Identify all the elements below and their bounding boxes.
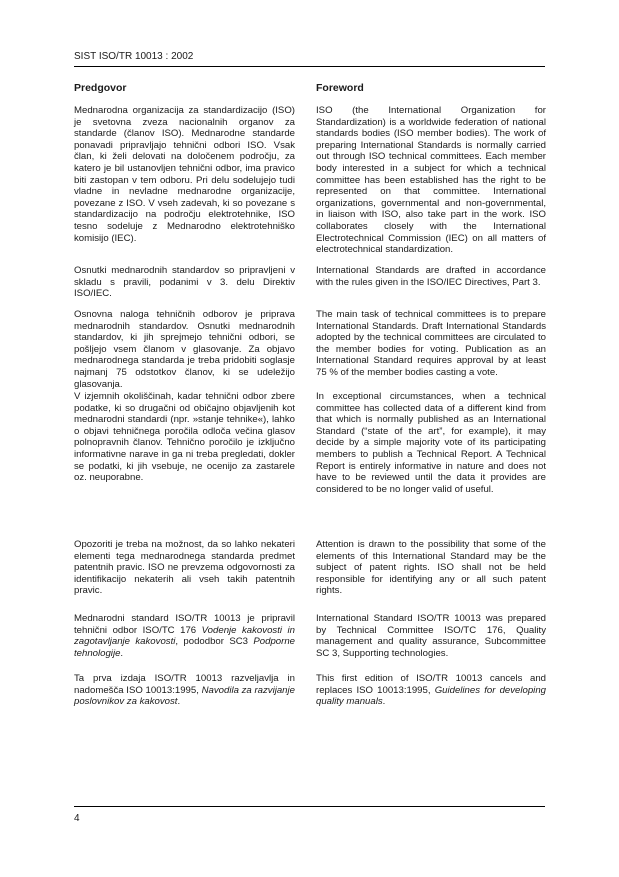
left-paragraph-3: Osnovna naloga tehničnih odborov je priprava mednarodnih standardov. Osnutki mednarodnih standardov, ki jih sprejmejo tehnični odbori, se pošljejo vsem članom v glasovanje. Za objavo mednarodnega standarda je treba pridobiti soglasje najmanj 75 odstotkov članov, ki se udeležijo glasovanja.	[74, 309, 295, 390]
page-number: 4	[74, 813, 80, 824]
right-paragraph-6: International Standard ISO/TR 10013 was prepared by Technical Committee ISO/TC 176, Quality management and quality assurance, Subcommittee SC 3, Supporting technologies.	[316, 613, 546, 659]
right-paragraph-7: This first edition of ISO/TR 10013 cancels and replaces ISO 10013:1995, Guidelines for developing quality manuals.	[316, 673, 546, 708]
right-paragraph-1: ISO (the International Organization for Standardization) is a worldwide federation of national standards bodies (ISO member bodies). The work of preparing International Standards is normally carried out through ISO technical committees. Each member body interested in a subject for which a technical committee has been established has the right to be represented on that committee. International organizations, governmental and non-governmental, in liaison with ISO, also take part in the work. ISO collaborates closely with the International Electrotechnical Commission (IEC) on all matters of electrotechnical standardization.	[316, 105, 546, 256]
foreword-heading: Foreword	[316, 82, 364, 94]
left-paragraph-7: Ta prva izdaja ISO/TR 10013 razveljavlja in nadomešča ISO 10013:1995, Navodila za razvijanje poslovnikov za kakovost.	[74, 673, 295, 708]
document-header: SIST ISO/TR 10013 : 2002	[74, 51, 194, 62]
english-column	[316, 82, 546, 708]
left-paragraph-5: Opozoriti je treba na možnost, da so lahko nekateri elementi tega mednarodnega standarda predmet patentnih pravic. ISO ne prevzema odgovornosti za identifikacijo nekaterih ali vseh takih patentnih pravic.	[74, 539, 295, 597]
left-paragraph-2: Osnutki mednarodnih standardov so pripravljeni v skladu s pravili, podanimi v 3. delu Direktiv ISO/IEC.	[74, 265, 295, 300]
left-paragraph-4: V izjemnih okoliščinah, kadar tehnični odbor zbere podatke, ki so drugačni od običajno objavljenih kot mednarodni standardi (npr. »stanje tehnike«), lahko o objavi tehničnega poročila odloča večina glasov polnopravnih članov. Tehnično poročilo je izključno informativne narave in ga ni treba pregledati, dokler se podatki, ki jih vsebuje, ne ocenijo za zastarele oz. neuporabne.	[74, 391, 295, 484]
right-paragraph-5: Attention is drawn to the possibility that some of the elements of this International Standard may be the subject of patent rights. ISO shall not be held responsible for identifying any or all such patent rights.	[316, 539, 546, 597]
right-paragraph-4: In exceptional circumstances, when a technical committee has collected data of a different kind from that which is normally published as an International Standard (“state of the art”, for example), it may decide by a simple majority vote of its participating members to publish a Technical Report. A Technical Report is entirely informative in nature and does not have to be reviewed until the data it provides are considered to be no longer valid of useful.	[316, 391, 546, 495]
left-paragraph-1: Mednarodna organizacija za standardizacijo (ISO) je svetovna zveza nacionalnih organov za standarde (članov ISO). Mednarodne standarde ponavadi pripravljajo tehnični odbori ISO. Vsak član, ki želi delovati na določenem področju, za katero je bil ustanovljen tehnični odbor, ima pravico biti zastopan v tem odboru. Pri delu sodelujejo tudi vladne in nevladne mednarodne organizacije, povezane z ISO. V vseh zadevah, ki so povezane s standardizacijo na področju elektrotehnike, ISO tesno sodeluje z Mednarodno elektrotehniško komisijo (IEC).	[74, 105, 295, 244]
left-paragraph-6: Mednarodni standard ISO/TR 10013 je pripravil tehnični odbor ISO/TC 176 Vodenje kakovosti in zagotavljanje kakovosti, pododbor SC3 Podporne tehnologije.	[74, 613, 295, 659]
header-rule	[74, 66, 545, 67]
footer-rule	[74, 806, 545, 807]
predgovor-heading: Predgovor	[74, 82, 127, 94]
right-paragraph-3: The main task of technical committees is to prepare International Standards. Draft International Standards adopted by the technical committees are circulated to the member bodies for voting. Publication as an International Standard requires approval by at least 75 % of the member bodies casting a vote.	[316, 309, 546, 378]
right-paragraph-2: International Standards are drafted in accordance with the rules given in the ISO/IEC Directives, Part 3.	[316, 265, 546, 288]
slovene-column	[74, 82, 295, 708]
